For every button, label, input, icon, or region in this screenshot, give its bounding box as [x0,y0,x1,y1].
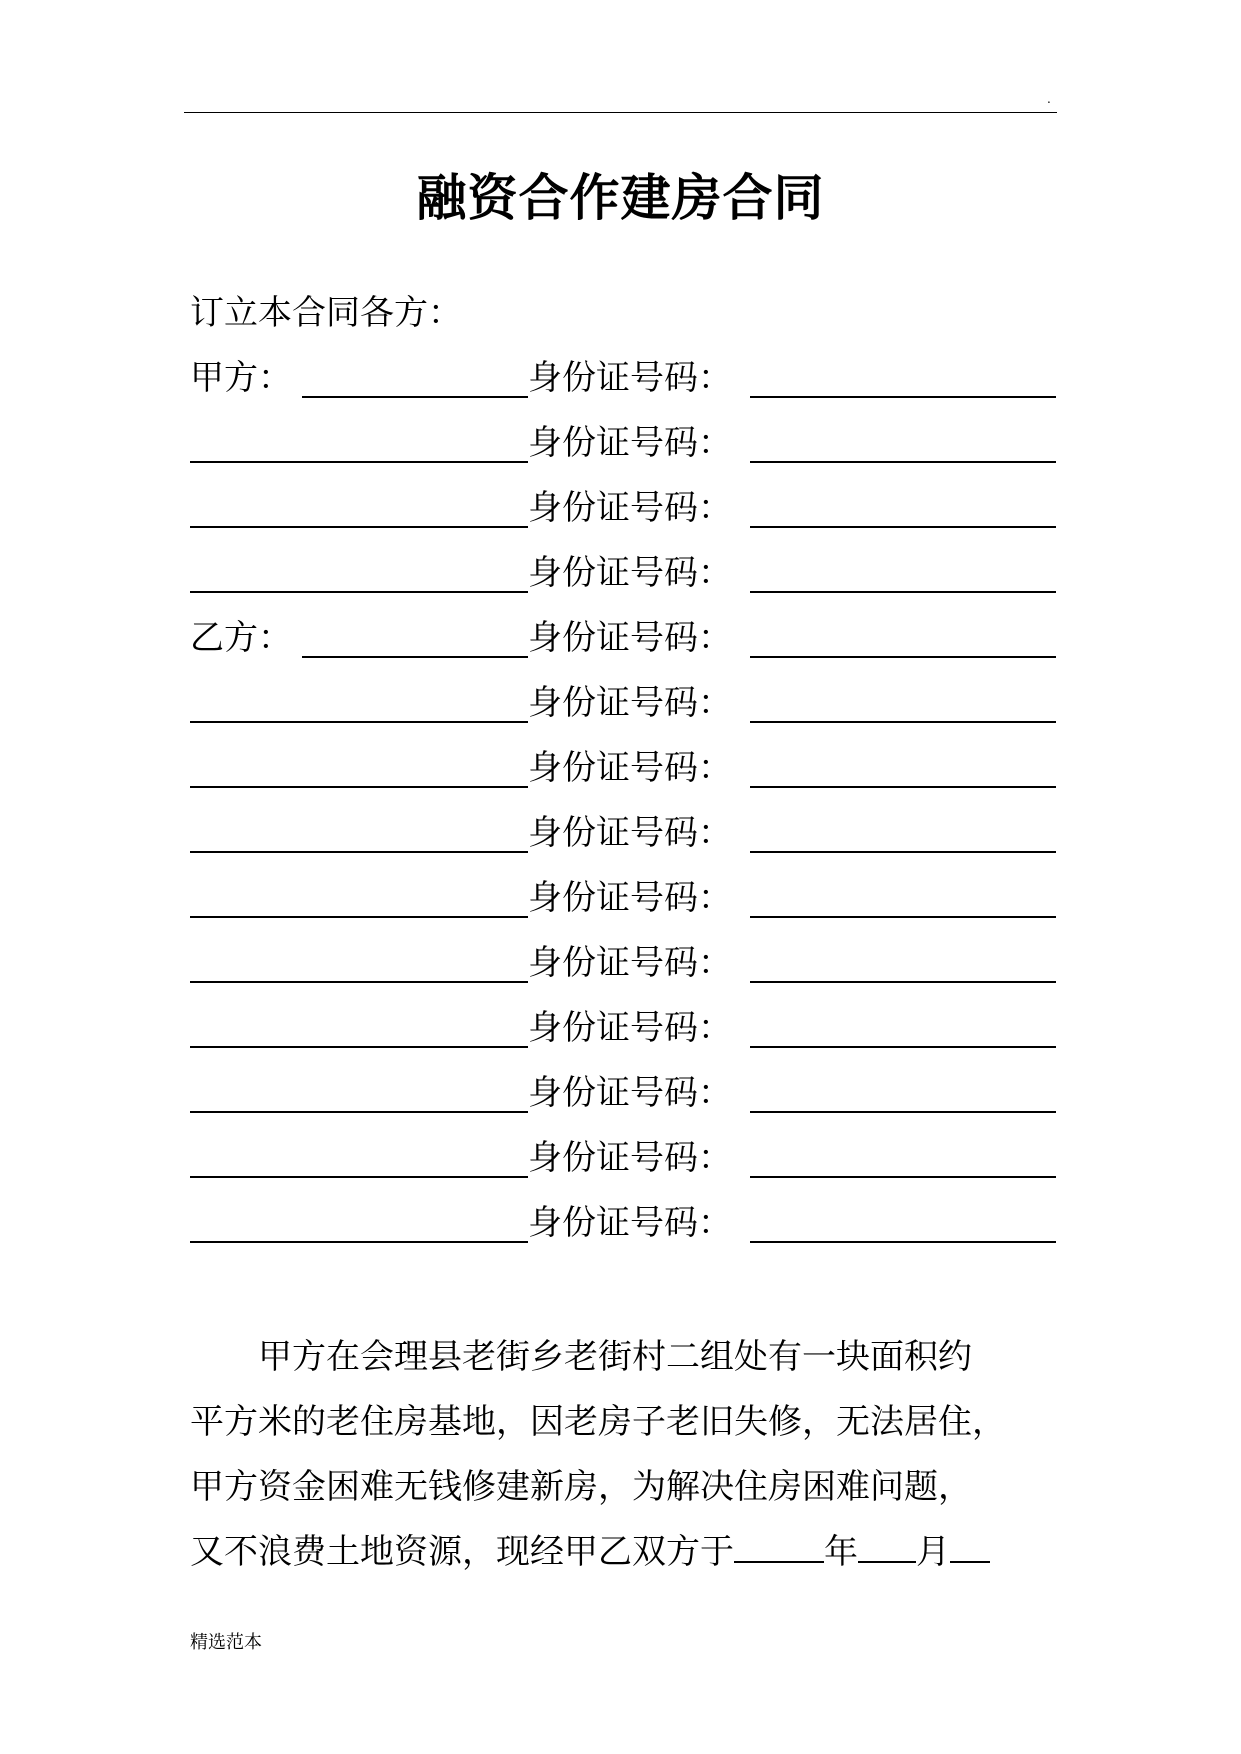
year-blank[interactable] [734,1531,824,1563]
party-row [190,615,1060,680]
name-blank[interactable] [302,396,528,398]
body-line-1 [190,1325,1060,1390]
name-blank[interactable] [190,1176,528,1178]
id-number-label: 身份证号码： [528,1008,732,1048]
id-number-blank[interactable] [750,396,1056,398]
party-row [190,1200,1060,1265]
id-number-label: 身份证号码： [528,423,732,463]
name-blank[interactable] [190,1111,528,1113]
id-number-blank[interactable] [750,786,1056,788]
name-blank[interactable] [190,916,528,918]
id-number-label: 身份证号码： [528,878,732,918]
parties-intro: 订立本合同各方： [190,293,462,333]
day-blank[interactable] [950,1531,990,1563]
party-list [190,355,1060,1265]
name-blank[interactable] [190,851,528,853]
name-blank[interactable] [190,591,528,593]
id-number-label: 身份证号码： [528,488,732,528]
id-number-label: 身份证号码： [528,683,732,723]
id-number-blank[interactable] [750,1046,1056,1048]
party-row [190,550,1060,615]
id-number-label: 身份证号码： [528,1203,732,1243]
name-blank[interactable] [190,461,528,463]
party-row [190,355,1060,420]
name-blank[interactable] [190,981,528,983]
id-number-label: 身份证号码： [528,358,732,398]
name-blank[interactable] [302,656,528,658]
party-row [190,1070,1060,1135]
id-number-blank[interactable] [750,591,1056,593]
name-blank[interactable] [190,721,528,723]
party-row [190,940,1060,1005]
body-line-4 [190,1520,1060,1585]
id-number-blank[interactable] [750,656,1056,658]
document-title: 融资合作建房合同 [416,168,825,227]
party-row [190,485,1060,550]
body-line-3: 甲方资金困难无钱修建新房，为解决住房困难问题， [190,1467,972,1507]
name-blank[interactable] [190,786,528,788]
party-label: 甲方： [190,358,292,398]
id-number-label: 身份证号码： [528,1073,732,1113]
party-row [190,680,1060,745]
year-label: 年 [824,1532,858,1572]
party-row [190,1005,1060,1070]
page-footer: 精选范本 [190,1632,262,1653]
id-number-blank[interactable] [750,1111,1056,1113]
id-number-blank[interactable] [750,981,1056,983]
header-rule [184,112,1057,113]
body-line-4-text: 又不浪费土地资源，现经甲乙双方于 [190,1532,734,1572]
id-number-blank[interactable] [750,1176,1056,1178]
id-number-label: 身份证号码： [528,1138,732,1178]
month-label: 月 [916,1532,950,1572]
id-number-blank[interactable] [750,1241,1056,1243]
party-row [190,875,1060,940]
id-number-label: 身份证号码： [528,943,732,983]
name-blank[interactable] [190,1241,528,1243]
party-row [190,1135,1060,1200]
body-line-1-text: 甲方在会理县老街乡老街村二组处有一块面积约 [258,1337,972,1377]
id-number-label: 身份证号码： [528,813,732,853]
party-label: 乙方： [190,618,292,658]
id-number-blank[interactable] [750,461,1056,463]
id-number-label: 身份证号码： [528,618,732,658]
id-number-blank[interactable] [750,851,1056,853]
body-line-2: 平方米的老住房基地，因老房子老旧失修，无法居住， [190,1402,1006,1442]
name-blank[interactable] [190,1046,528,1048]
id-number-blank[interactable] [750,526,1056,528]
month-blank[interactable] [858,1531,916,1563]
header-mark: . [1047,92,1051,106]
party-row [190,420,1060,485]
id-number-blank[interactable] [750,721,1056,723]
id-number-label: 身份证号码： [528,553,732,593]
id-number-label: 身份证号码： [528,748,732,788]
contract-body [190,1325,1060,1585]
name-blank[interactable] [190,526,528,528]
id-number-blank[interactable] [750,916,1056,918]
party-row [190,810,1060,875]
party-row [190,745,1060,810]
